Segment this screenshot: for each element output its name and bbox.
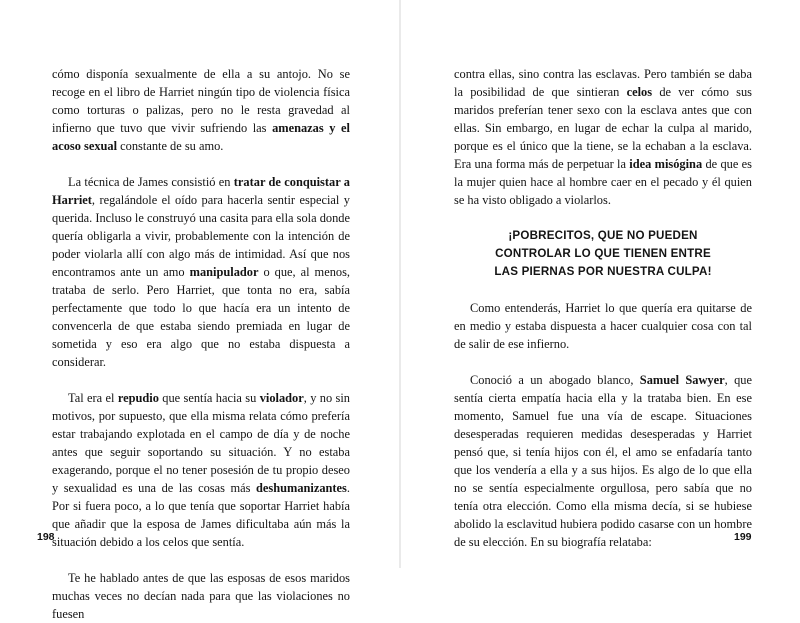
left-page-body [52, 65, 350, 623]
emphasized-text: celos [626, 85, 653, 99]
right-page-body [454, 65, 752, 551]
pull-quote-line: LAS PIERNAS POR NUESTRA CULPA! [494, 265, 712, 278]
right-paragraphs-before [454, 65, 752, 209]
body-paragraph [454, 299, 752, 353]
paragraph-text: Como entenderás, Harriet lo que quería era quitarse de en medio y estaba dispuesta a hacer cualquier cosa con tal de salir de ese infierno. [454, 301, 752, 351]
paragraph-text: . Por si fuera poco, a lo que tenía que soportar Harriet había que añadir que la esposa de James dificultaba aún más la situación debido a los celos que sentía. [52, 481, 350, 549]
paragraph-text: Conoció a un abogado blanco, [470, 373, 640, 387]
emphasized-text: violador [259, 391, 304, 405]
paragraph-text: constante de su amo. [117, 139, 224, 153]
paragraph-text: que sentía hacia su [158, 391, 260, 405]
right-page [400, 0, 800, 568]
paragraph-text: de que es la mujer quien hace al hombre caer en el pecado y él quien se ha visto obligado a violarlos. [454, 157, 753, 207]
emphasized-text: Samuel Sawyer [639, 373, 725, 387]
paragraph-text: contra ellas, sino contra las esclavas. Pero también se daba la posibilidad de que sintieran [454, 67, 752, 99]
right-paragraphs-after [454, 299, 752, 551]
paragraph-text: , y no sin motivos, por supuesto, que ella misma relata cómo prefería estar trabajando explotada en el campo de día y de noche antes que seguir soportando su situación. Y no estaba exagerando, porque el no tener posesión de tu propio deseo y sexualidad es una de las cosas más [52, 391, 350, 495]
paragraph-text: Te he hablado antes de que las esposas de esos maridos muchas veces no decían nada para que las violaciones no fuesen [52, 571, 350, 621]
emphasized-text: deshumanizantes [256, 481, 347, 495]
emphasized-text: amenazas y el acoso sexual [52, 121, 350, 153]
pull-quote-line: ¡POBRECITOS, QUE NO PUEDEN [508, 229, 698, 242]
body-paragraph [454, 65, 752, 209]
emphasized-text: manipulador [189, 265, 259, 279]
body-paragraph [52, 389, 350, 551]
emphasized-text: repudio [117, 391, 159, 405]
body-paragraph [52, 65, 350, 155]
emphasized-text: idea misógina [629, 157, 703, 171]
paragraph-text: o que, al menos, trataba de serlo. Pero Harriet, que tonta no era, sabía perfectamente que todo lo que hacía era un intento de convencerla de que estaba siendo premiada en lugar de sometida y eso era algo que no estaba dispuesta a considerar. [52, 265, 351, 369]
pull-quote [454, 227, 752, 281]
paragraph-text: Tal era el [68, 391, 118, 405]
right-page-number: 199 [734, 531, 752, 543]
body-paragraph [52, 569, 350, 623]
left-page-number: 198 [37, 531, 55, 543]
paragraph-text: La técnica de James consistió en [68, 175, 234, 189]
paragraph-text: de ver cómo sus maridos preferían tener sexo con la esclava antes que con ellas. Sin embargo, en lugar de echar la culpa al marido, porque es el único que la tiene, se la echaban a la esclava. Era una forma más de perpetuar la [454, 85, 753, 171]
body-paragraph [454, 371, 752, 551]
paragraph-text: cómo disponía sexualmente de ella a su antojo. No se recoge en el libro de Harriet ningún tipo de violencia física como torturas o palizas, pero no le resta gravedad al infierno que tuvo que vivir sufriendo las [52, 67, 350, 135]
paragraph-text: , que sentía cierta empatía hacia ella y la trataba bien. En ese momento, Samuel fue una vía de escape. Situaciones desesperadas requieren medidas desesperadas y Harriet pensó que, si tenía hijos con él, el amo se enfadaría tanto que los vendería a ella y a sus hijos. Es algo de lo que ella no se sentía especialmente orgullosa, pero sabía que no tenía otra elección. Como ella misma decía, si se hubiese abolido la esclavitud hubiera podido casarse con un hombre de su elección. En su biografía relataba: [454, 373, 752, 549]
emphasized-text: tratar de conquistar a Harriet [52, 175, 350, 207]
pull-quote-line: CONTROLAR LO QUE TIENEN ENTRE [495, 247, 711, 260]
paragraph-text: , regalándole el oído para hacerla sentir especial y querida. Incluso le construyó una casita para ella sola donde quería obligarla a vivir, probablemente con la intención de poder violarla allí con algo más de intimidad. Así que nos encontramos ante un amo [52, 193, 350, 279]
left-page [0, 0, 400, 621]
body-paragraph [52, 173, 350, 371]
